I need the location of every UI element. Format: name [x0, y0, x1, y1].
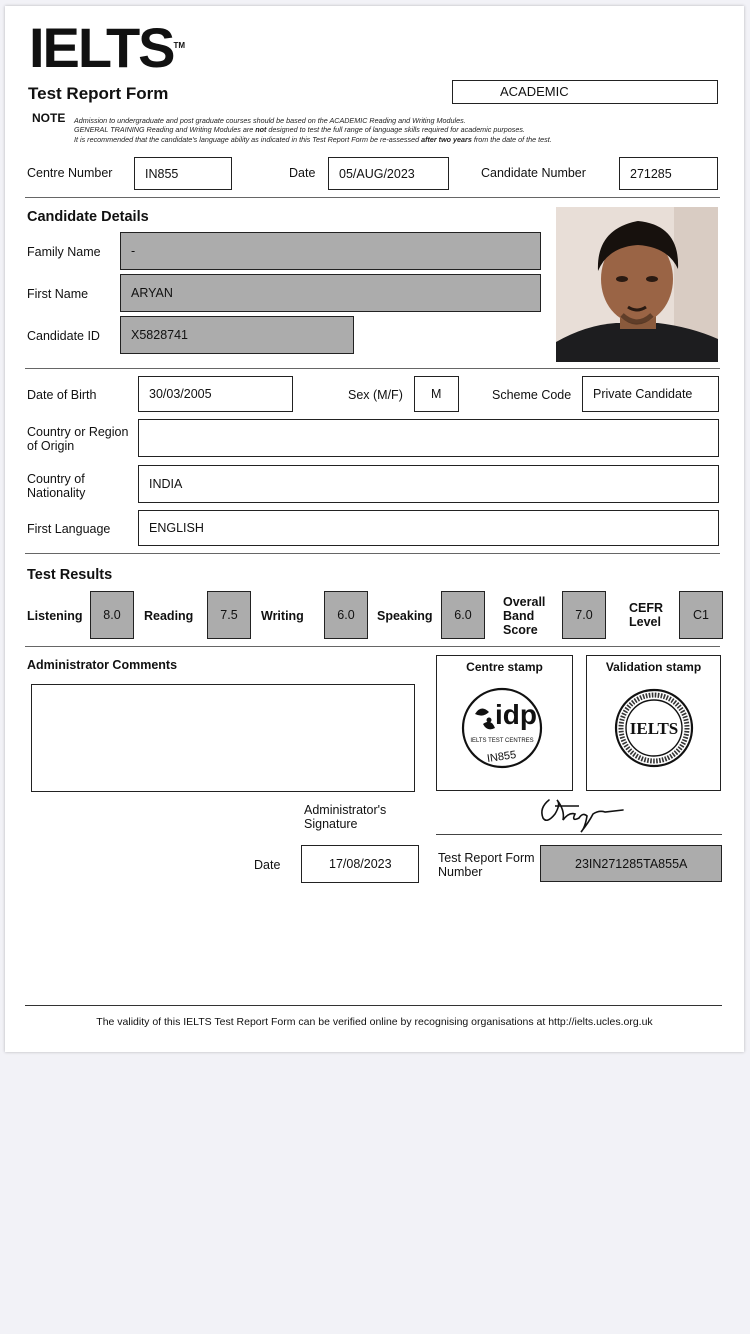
scheme-code-label: Scheme Code	[492, 388, 572, 402]
validation-stamp-text: IELTS	[629, 719, 679, 738]
origin-label: Country or Region of Origin	[27, 425, 129, 453]
listening-label: Listening	[27, 609, 83, 623]
candidate-number-label: Candidate Number	[481, 166, 586, 180]
centre-number-field: IN855	[134, 157, 232, 190]
overall-band-label: Overall Band Score	[503, 595, 546, 637]
candidate-details-heading: Candidate Details	[27, 209, 149, 225]
sex-field: M	[414, 376, 459, 412]
idp-stamp-code: IN855	[486, 749, 517, 766]
validation-stamp-box	[586, 655, 721, 791]
first-name-field: ARYAN	[120, 274, 541, 312]
nationality-field: INDIA	[138, 465, 719, 503]
scheme-code-field: Private Candidate	[582, 376, 719, 412]
note-label: NOTE	[32, 111, 66, 125]
idp-stamp-icon	[437, 674, 574, 784]
divider	[25, 646, 720, 647]
form-title: Test Report Form	[28, 84, 169, 103]
centre-stamp-box	[436, 655, 573, 791]
origin-field	[138, 419, 719, 457]
trf-number-field: 23IN271285TA855A	[540, 845, 722, 882]
cefr-level: C1	[679, 591, 723, 639]
ielts-logo: IELTS™	[29, 16, 186, 79]
dob-label: Date of Birth	[27, 388, 97, 402]
divider	[25, 553, 720, 554]
listening-score: 8.0	[90, 591, 134, 639]
candidate-id-field: X5828741	[120, 316, 354, 354]
first-language-label: First Language	[27, 522, 111, 536]
idp-stamp-text: idp	[495, 699, 537, 730]
overall-band-score: 7.0	[562, 591, 606, 639]
issue-date-field: 17/08/2023	[301, 845, 419, 883]
test-results-heading: Test Results	[27, 567, 113, 583]
idp-stamp-subtext: IELTS TEST CENTRES	[470, 738, 534, 744]
signature-line	[436, 834, 722, 835]
candidate-number-field: 271285	[619, 157, 718, 190]
divider	[25, 197, 720, 198]
admin-signature-label: Administrator's Signature	[304, 803, 387, 831]
writing-score: 6.0	[324, 591, 368, 639]
sex-label: Sex (M/F)	[348, 388, 403, 402]
admin-comments-box	[31, 684, 415, 792]
writing-label: Writing	[261, 609, 304, 623]
test-date-label: Date	[289, 166, 316, 180]
candidate-photo-image	[556, 207, 718, 362]
candidate-id-label: Candidate ID	[27, 329, 100, 343]
divider	[25, 368, 720, 369]
reading-label: Reading	[144, 609, 194, 623]
family-name-field: -	[120, 232, 541, 270]
reading-score: 7.5	[207, 591, 251, 639]
module-box: ACADEMIC	[452, 80, 718, 104]
family-name-label: Family Name	[27, 245, 101, 259]
verification-footer: The validity of this IELTS Test Report Form can be verified online by recognising organisations at http://ielts.ucles.org.uk	[96, 1016, 653, 1028]
validation-stamp-icon	[587, 674, 722, 784]
footer-divider	[25, 1005, 722, 1006]
test-date-field: 05/AUG/2023	[328, 157, 449, 190]
dob-field: 30/03/2005	[138, 376, 293, 412]
trf-number-label: Test Report Form Number	[438, 851, 535, 879]
centre-number-label: Centre Number	[27, 166, 113, 180]
issue-date-label: Date	[254, 858, 281, 872]
signature-mark	[535, 794, 631, 836]
validation-stamp-label: Validation stamp	[605, 660, 702, 674]
first-language-field: ENGLISH	[138, 510, 719, 546]
admin-comments-label: Administrator Comments	[27, 658, 178, 672]
note-text: Admission to undergraduate and post graduate courses should be based on the ACADEMIC Reading and Writing Modules. GENERAL TRAINING Reading and Writing Modules are not designed to test the full range of language skills required for academic purposes. It is recommended that the candidate's language ability as indicated in this Test Report Form be re-assessed after two years from the date of the test.	[74, 116, 552, 144]
cefr-label: CEFR Level	[629, 601, 664, 629]
nationality-label: Country of Nationality	[27, 472, 86, 500]
first-name-label: First Name	[27, 287, 89, 301]
centre-stamp-label: Centre stamp	[466, 660, 543, 674]
candidate-photo	[556, 207, 718, 362]
speaking-label: Speaking	[377, 609, 433, 623]
speaking-score: 6.0	[441, 591, 485, 639]
test-report-form	[5, 6, 744, 1052]
